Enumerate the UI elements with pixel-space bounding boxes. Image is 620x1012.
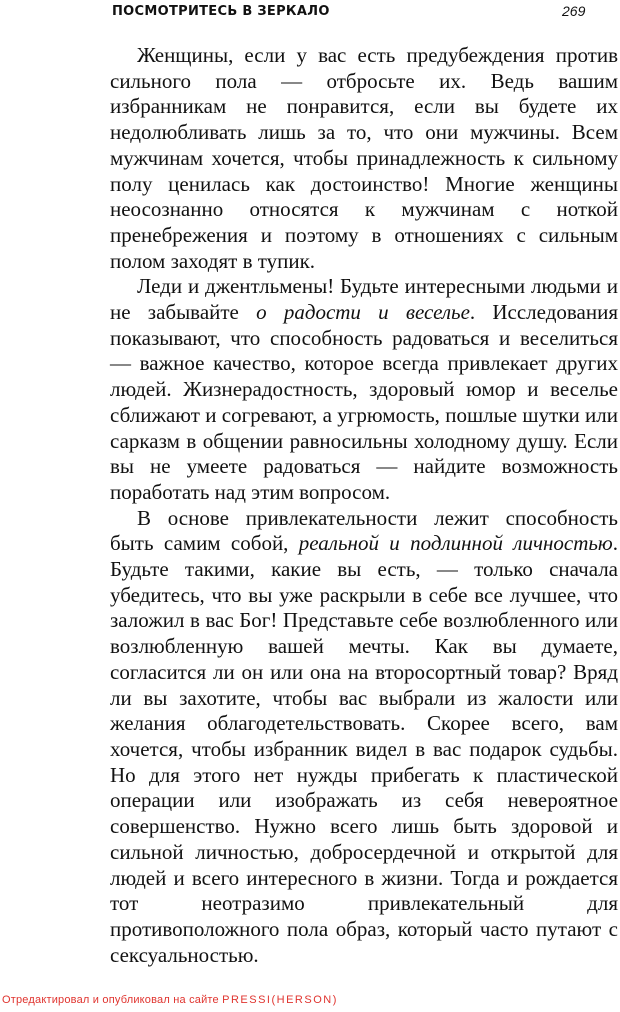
footer-credit-text: Отредактировал и опубликовал на сайте <box>2 994 219 1006</box>
paragraph-2 <box>110 274 618 505</box>
emphasis-text: о радости и веселье <box>256 300 470 325</box>
paragraph-text: . Исследования показывают, что способность радоваться и веселиться — важное качество, которое всегда привлекает других людей. Жизнерадостность, здоровый юмор и веселье сближают и согревают, а угрюмость, пошлые шутки или сарказм в общении равносильны холодному душу. Если вы не умеете радоваться — найдите возможность поработать над этим вопросом. <box>110 300 618 504</box>
paragraph-3 <box>110 506 618 969</box>
page-number: 269 <box>562 3 586 19</box>
running-title: ПОСМОТРИТЕСЬ В ЗЕРКАЛО <box>112 4 330 19</box>
body-text <box>110 43 618 968</box>
paragraph-text: . Будьте такими, какие вы есть, — только сначала убедитесь, что вы уже раскрыли в себе все лучшее, что заложил в вас Бог! Представьте себе возлюбленного или возлюбленную вашей мечты. Как вы думаете, согласится ли он или она на второсортный товар? Вряд ли вы захотите, чтобы вас выбрали из жалости или желания облагодетельствовать. Скорее всего, вам хочется, чтобы избранник видел в вас подарок судьбы. Но для этого нет нужды прибегать к пластической операции или изображать из себя невероятное совершенство. Нужно всего лишь быть здоровой и сильной личностью, добросердечной и открытой для людей и всего интересного в жизни. Тогда и рождается тот неотразимо привлекательный для противоположного пола образ, который часто путают с сексуальностью. <box>110 531 618 967</box>
emphasis-text: реальной и подлинной личностью <box>298 531 613 556</box>
paragraph-text: Женщины, если у вас есть предубеждения против сильного пола — отбросьте их. Ведь вашим избранникам не понравится, если вы будете их недолюбливать лишь за то, что они мужчины. Всем мужчинам хочется, чтобы принадлежность к сильному полу ценилась как достоинство! Многие женщины неосознанно относятся к мужчинам с ноткой пренебрежения и поэтому в отношениях с сильным полом заходят в тупик. <box>110 43 618 273</box>
footer-credit <box>2 994 338 1006</box>
paragraph-1 <box>110 43 618 274</box>
paragraph-text: В основе привлекательности лежит способность быть самим собой, <box>110 505 618 556</box>
footer-site-name: PRESSI(HERSON) <box>222 994 338 1006</box>
paragraph-text: Леди и джентльмены! Будьте интересными людьми и не забывайте <box>110 274 618 325</box>
